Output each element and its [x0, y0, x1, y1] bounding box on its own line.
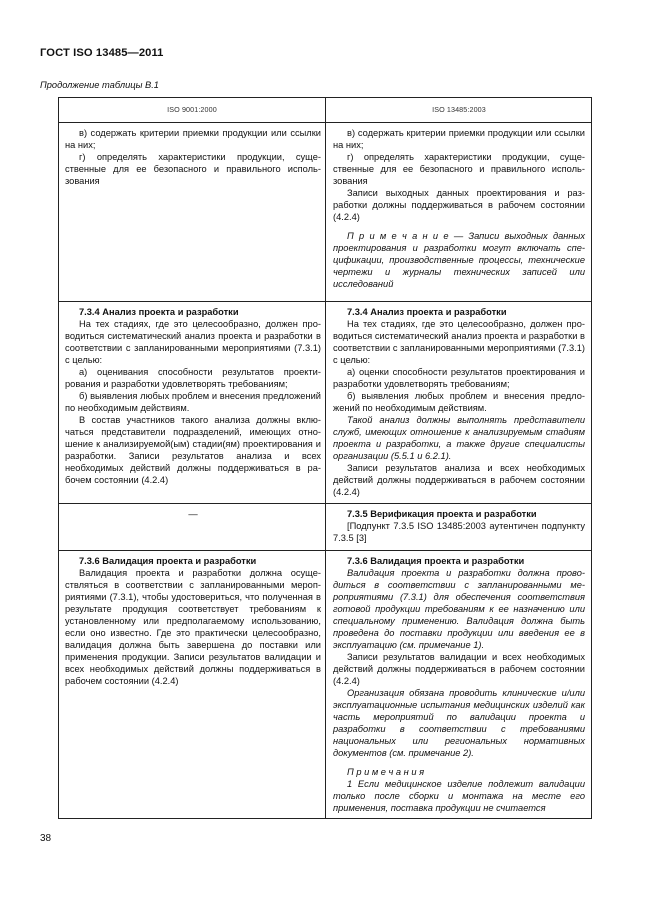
row2-left-para: В состав участников такого анализа должны включаться представители подразделений, имеющих отношение к анализируемой(ым) стадии(ям) проектирования и разработки. Записи результатов анализа и всех необходимых действий должны поддерживаться в рабочем состоянии (4.2.4)	[65, 415, 321, 485]
row2-left-para: На тех стадиях, где это целесообразно, должен проводиться систематический анализ проекта и разработки в соответствии с запланированными мероприятиями (7.3.1) с целью:	[65, 319, 321, 365]
row2-left-para: а) оценивания способности результатов проектирования и разработки удовлетворять требованиям;	[65, 367, 321, 389]
row2-left-cell	[65, 306, 321, 486]
table-caption: Продолжение таблицы В.1	[40, 80, 159, 90]
comparison-table	[58, 97, 592, 819]
row4-right-cell	[333, 555, 585, 814]
row1-right-para: Записи выходных данных проектирования и разработки должны поддерживаться в рабочем состоянии (4.2.4)	[333, 188, 585, 222]
row1-right-cell	[333, 127, 585, 290]
row4-left-cell	[65, 555, 321, 687]
column-header-iso13485: ISO 13485:2003	[432, 105, 486, 114]
row1-left-para: г) определять характеристики продукции, существенные для ее безопасного и правильного использования	[65, 152, 321, 186]
row3-left-dash: —	[188, 509, 198, 519]
row4-right-para: Записи результатов валидации и всех необходимых действий должны поддерживаться в рабочем состоянии (4.2.4)	[333, 652, 585, 686]
row3-left-cell	[65, 508, 321, 520]
row2-right-para: б) выявления любых проблем и внесения предложений по необходимым действиям.	[333, 391, 585, 413]
column-divider	[325, 98, 326, 818]
row2-right-para: На тех стадиях, где это целесообразно, должен проводиться систематический анализ проекта и разработки в соответствии с запланированными мероприятиями (7.3.1) с целью:	[333, 319, 585, 365]
row-divider-3	[59, 550, 591, 551]
note-1: 1 Если медицинское изделие подлежит валидации только после сборки и монтажа на месте его применения, поставка продукции не считается	[333, 779, 585, 813]
row1-right-note: П р и м е ч а н и е — Записи выходных данных проектирования и разработки могут включать спецификации, производственные процессы, технические чертежи и журналы технических записей или исследований	[333, 231, 585, 289]
section-heading-7-3-6: 7.3.6 Валидация проекта и разработки	[79, 556, 257, 566]
row1-right-para: г) определять характеристики продукции, существенные для ее безопасного и правильного использования	[333, 152, 585, 186]
row2-left-para: б) выявления любых проблем и внесения предложений по необходимым действиям.	[65, 391, 321, 413]
row1-left-cell	[65, 127, 321, 187]
row3-right-cell	[333, 508, 585, 544]
row2-right-para: а) оценки способности результатов проектирования и разработки удовлетворять требованиям;	[333, 367, 585, 389]
header-divider	[59, 122, 591, 123]
row-divider-2	[59, 503, 591, 504]
section-heading-7-3-5: 7.3.5 Верификация проекта и разработки	[347, 509, 537, 519]
page-number: 38	[40, 833, 52, 844]
section-heading-7-3-4: 7.3.4 Анализ проекта и разработки	[79, 307, 239, 317]
document-header: ГОСТ ISO 13485—2011	[40, 47, 164, 59]
row4-right-italic: Валидация проекта и разработки должна проводиться в соответствии с запланированными мероприятиями (7.3.1) для обеспечения соответствия готовой продукции требованиям к ее назначению или специальному применению. Валидация должна быть проведена до поставки продукции или введения ее в эксплуатацию (см. примечание 1).	[333, 568, 585, 650]
section-heading-7-3-4: 7.3.4 Анализ проекта и разработки	[347, 307, 507, 317]
row1-right-para: в) содержать критерии приемки продукции или ссылки на них;	[333, 128, 585, 150]
row3-right-para: [Подпункт 7.3.5 ISO 13485:2003 аутентичен подпункту 7.3.5 [3]	[333, 521, 585, 543]
notes-label: П р и м е ч а н и я	[347, 767, 425, 777]
row2-right-italic: Такой анализ должны выполнять представители служб, имеющих отношение к анализируемым стадиям проекта и разработки, а также другие специалисты организации (5.5.1 и 6.2.1).	[333, 415, 585, 461]
row1-left-para: в) содержать критерии приемки продукции или ссылки на них;	[65, 128, 321, 150]
row2-right-tail: Записи результатов анализа и всех необходимых действий должны поддерживаться в рабочем состоянии (4.2.4)	[333, 463, 585, 497]
row4-right-italic: Организация обязана проводить клинические и/или эксплуатационные испытания медицинских изделий как часть мероприятий по валидации проекта и разработки в соответствии с требованиями национальных или региональных нормативных документов (см. примечание 2).	[333, 688, 585, 758]
row-divider-1	[59, 301, 591, 302]
row4-left-para: Валидация проекта и разработки должна осуществляться в соответствии с запланированными мероприятиями (7.3.1), чтобы удостовериться, что полученная в результате продукция соответствует требованиям к установленному или предполагаемому использованию, если оно известно. Где это практически целесообразно, валидация должна быть завершена до поставки или применения продукции. Записи результатов валидации и всех необходимых действий должны поддерживаться в рабочем состоянии (4.2.4)	[65, 568, 321, 686]
row2-right-cell	[333, 306, 585, 498]
section-heading-7-3-6: 7.3.6 Валидация проекта и разработки	[347, 556, 525, 566]
column-header-iso9001: ISO 9001:2000	[167, 105, 217, 114]
